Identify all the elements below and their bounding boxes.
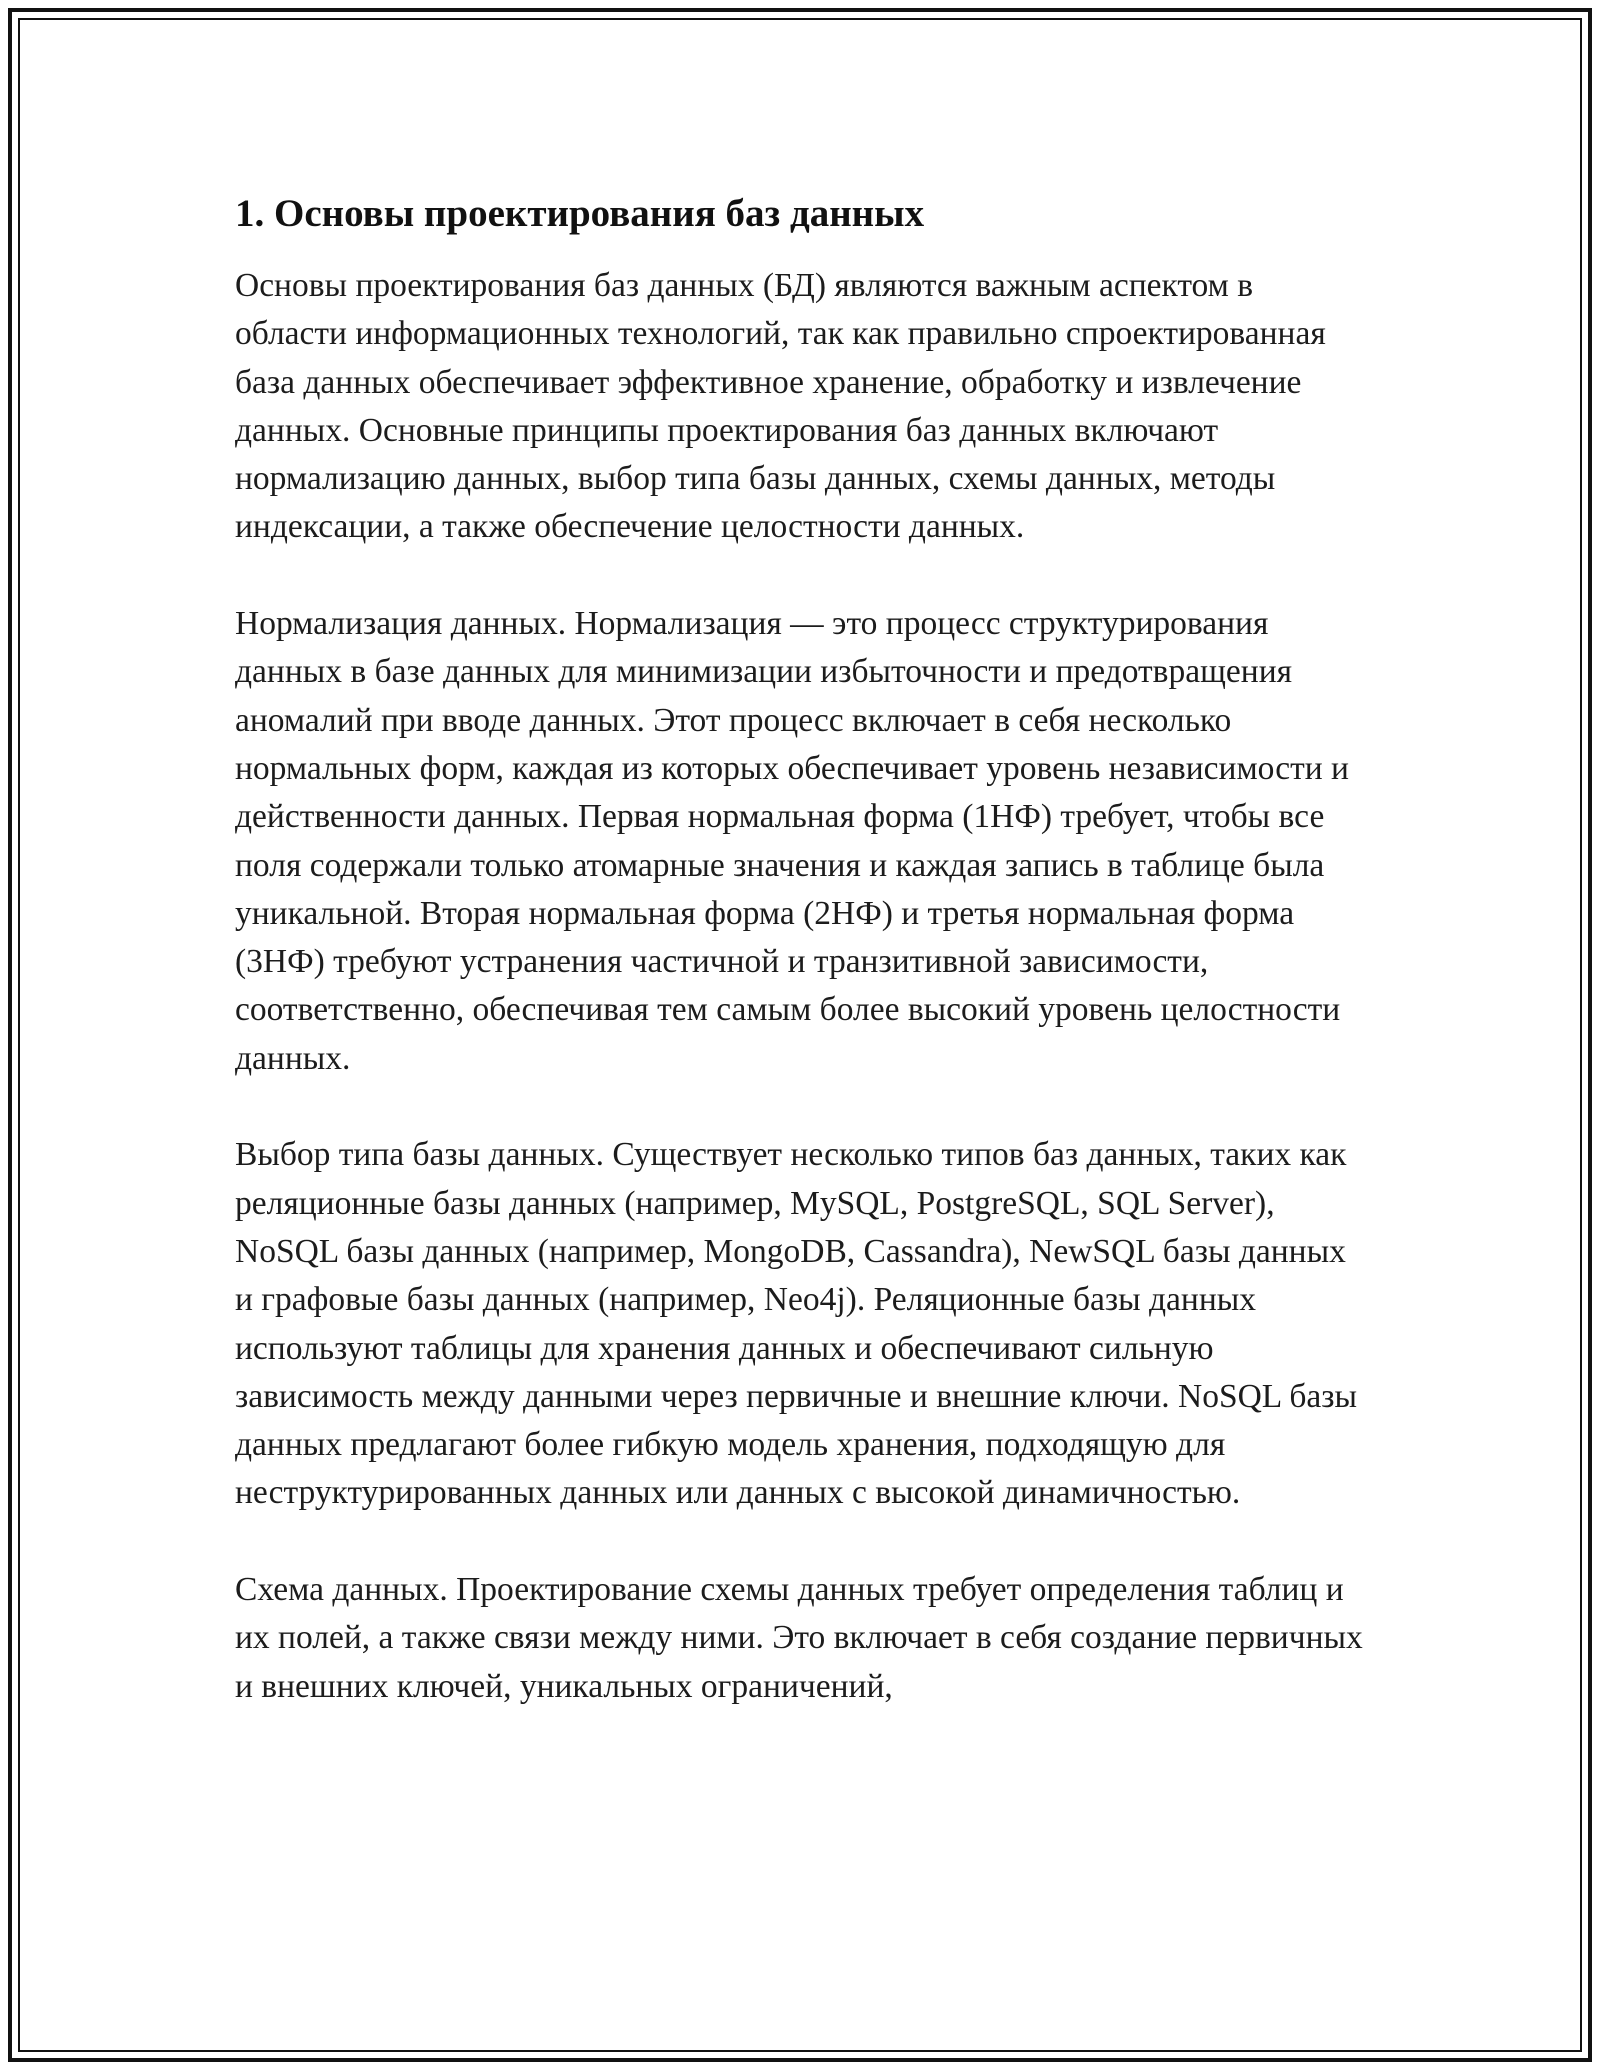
paragraph-normalization: Нормализация данных. Нормализация — это процесс структурирования данных в базе данных для минимизации избыточности и предотвращения аномалий при вводе данных. Этот процесс включает в себя несколько нормальных форм, каждая из которых обеспечивает уровень независимости и действенности данных. Первая нормальная форма (1НФ) требует, чтобы все поля содержали только атомарные значения и каждая запись в таблице была уникальной. Вторая нормальная форма (2НФ) и третья нормальная форма (3НФ) требуют устранения частичной и транзитивной зависимости, соответственно, обеспечивая тем самым более высокий уровень целостности данных. [235,605,1349,1077]
paragraph-data-schema: Схема данных. Проектирование схемы данных требует определения таблиц и их полей, а также связи между ними. Это включает в себя создание первичных и внешних ключей, уникальных ограничений, [235,1571,1363,1705]
section-heading: 1. Основы проектирования баз данных [235,192,925,235]
document-body [235,190,1365,1759]
paragraph-intro: Основы проектирования баз данных (БД) являются важным аспектом в области информационных технологий, так как правильно спроектированная база данных обеспечивает эффективное хранение, обработку и извлечение данных. Основные принципы проектирования баз данных включают нормализацию данных, выбор типа базы данных, схемы данных, методы индексации, а также обеспечение целостности данных. [235,267,1326,546]
paragraph-database-type: Выбор типа базы данных. Существует несколько типов баз данных, таких как реляционные базы данных (например, MySQL, PostgreSQL, SQL Server), NoSQL базы данных (например, MongoDB, Cassandra), NewSQL базы данных и графовые базы данных (например, Neo4j). Реляционные базы данных используют таблицы для хранения данных и обеспечивают сильную зависимость между данными через первичные и внешние ключи. NoSQL базы данных предлагают более гибкую модель хранения, подходящую для неструктурированных данных или данных с высокой динамичностью. [235,1136,1358,1512]
